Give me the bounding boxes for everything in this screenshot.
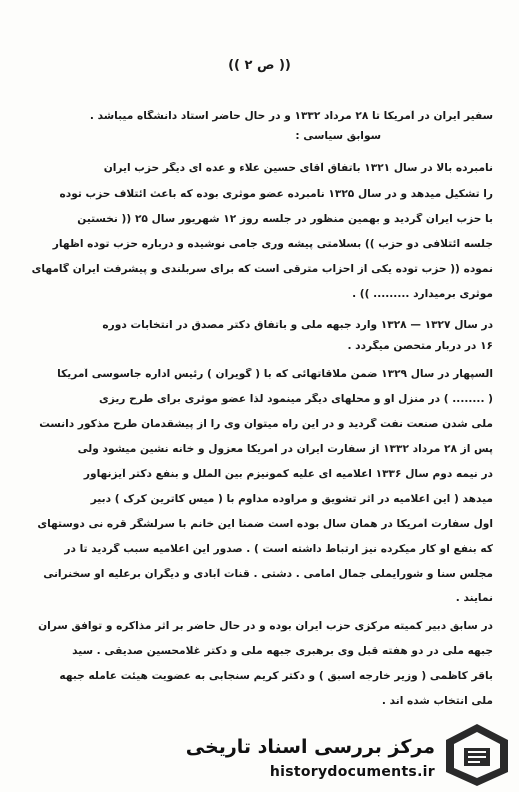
text-line: در سال ۱۳۲۷ — ۱۳۲۸ وارد جبهه ملی و باتفاق دکتر مصدق در انتخابات دوره [102,319,493,331]
watermark-url: historydocuments.ir [269,764,435,780]
text-line: مجلس سنا و شورایملی جمال امامی . دشتی . قنات آبادی و دیگران برعلیه او سخنرانی [43,568,493,580]
text-line: جبهه ملی در دو هفته قبل وی برهبری جبهه ملی و دکتر غلامحسین صدیقی . سید [72,645,493,657]
text-line: سفیر ایران در آمریکا تا ۲۸ مرداد ۱۳۳۲ و در حال حاضر استاد دانشگاه میباشد . [89,110,493,122]
page-number: (( ص ۲ )) [228,58,291,73]
text-line: میدهد ( این اعلامیه در اثر تشویق و مراوده مداوم با ( میس کاترین کرک ) دبیر [90,493,493,505]
section-heading: سوابق سیاسی : [295,130,381,142]
text-line: نموده (( حزب توده یکی از احزاب مترقی است که برای سربلندی و پیشرفت ایران گامهای [31,263,493,275]
text-line: باقر کاظمی ( وزیر خارجه اسبق ) و دکتر کریم سنجابی به عضویت هیئت عامله جبهه [59,670,493,682]
text-line: جلسه ائتلافی دو حزب )) بسلامتی پیشه وری جامی نوشیده و درباره حزب توده اظهار [52,238,493,250]
text-line: نامبرده بالا در سال ۱۳۲۱ باتفاق آقای حسین علاء و عده ای دیگر حزب ایران [103,162,493,174]
text-line: موثری برمیدارد ......... )) . [352,288,493,300]
text-line: در نیمه دوم سال ۱۳۳۶ اعلامیه ای علیه کمونیزم بین الملل و بنفع دکتر آیزنهاور [83,468,493,480]
text-line: نمایند . [455,592,493,604]
text-line: ملی انتخاب شده اند . [381,695,493,707]
watermark-title: مرکز بررسی اسناد تاریخی [185,736,435,758]
text-line: ۱۶ در دربار متحصن میگردد . [347,340,493,352]
text-line: اول سفارت آمریکا در همان سال بوده است ضمناً این خانم با سرلشگر قره نی دوستهای [37,518,493,530]
text-line: السپهار در سال ۱۳۲۹ ضمن ملاقاتهائی که با ( گویران ) رئیس اداره جاسوسی آمریکا [57,368,493,380]
text-line: را تشکیل میدهد و در سال ۱۳۲۵ نامبرده عضو موثری بوده که باعث ائتلاف حزب توده [59,188,493,200]
text-line: ملی شدن صنعت نفت گردید و در این راه میتوان وی را از پیشقدمان طرح مذکور دانست [39,418,493,430]
text-line: در سابق دبیر کمیته مرکزی حزب ایران بوده و در حال حاضر بر اثر مذاکره و توافق سران [38,620,493,632]
text-line: با حزب ایران گردید و بهمین منظور در جلسه روز ۱۲ شهریور سال ۲۵ (( نخستین [77,213,493,225]
text-line: پس از ۲۸ مرداد ۱۳۳۲ از سفارت ایران در آمریکا معزول و خانه نشین میشود ولی [77,443,493,455]
text-line: که بنفع او کار میکرده نیز ارتباط داشته است ) . صدور این اعلامیه سبب گردید تا در [64,543,493,555]
text-line: ( ........ ) در منزل او و محلهای دیگر مینمود لذا عضو موثری برای طرح ریزی [99,393,493,405]
